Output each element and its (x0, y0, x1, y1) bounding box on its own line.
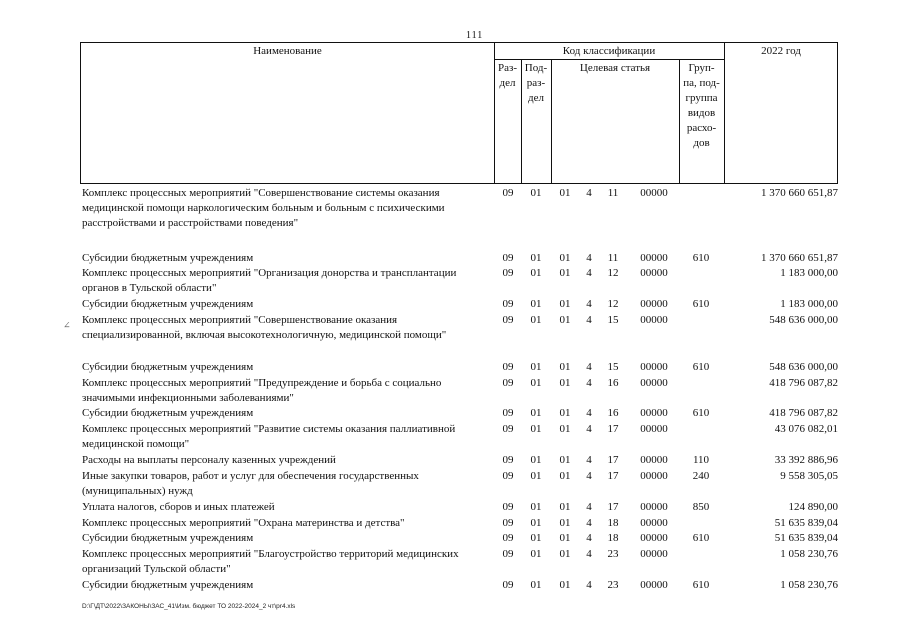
header-divider (551, 59, 552, 183)
cell-name: Субсидии бюджетным учреждениям (82, 361, 254, 373)
cell-expense-type: 610 (692, 532, 710, 544)
header-razdel-line: Раз- (497, 62, 517, 74)
cell-target-type: 4 (586, 454, 592, 466)
cell-target-program: 01 (559, 501, 571, 513)
cell-target-type: 4 (586, 361, 592, 373)
header-razdel (494, 61, 521, 91)
cell-target-program: 01 (559, 532, 571, 544)
cell-podrazdel: 01 (530, 314, 542, 326)
cell-podrazdel: 01 (530, 548, 542, 560)
cell-amount: 9 558 305,05 (780, 470, 838, 482)
cell-amount: 43 076 082,01 (774, 423, 838, 435)
cell-target-group: 11 (607, 252, 619, 264)
cell-target-program: 01 (559, 407, 571, 419)
cell-target-program: 01 (559, 377, 571, 389)
cell-razdel: 09 (502, 252, 514, 264)
cell-target-direction: 00000 (640, 579, 668, 591)
cell-amount: 1 370 660 651,87 (761, 187, 838, 199)
cell-podrazdel: 01 (530, 532, 542, 544)
cell-amount: 1 183 000,00 (780, 298, 838, 310)
cell-target-type: 4 (586, 267, 592, 279)
cell-expense-type: 610 (692, 407, 710, 419)
header-podrazdel-line: дел (528, 92, 544, 104)
cell-amount: 124 890,00 (788, 501, 838, 513)
cell-target-group: 18 (607, 532, 619, 544)
cell-name: Расходы на выплаты персоналу казенных учреждений (82, 454, 336, 466)
cell-razdel: 09 (502, 532, 514, 544)
cell-target-program: 01 (559, 267, 571, 279)
cell-razdel: 09 (502, 361, 514, 373)
cell-amount: 1 370 660 651,87 (761, 252, 838, 264)
cell-expense-type: 610 (692, 361, 710, 373)
cell-name: Уплата налогов, сборов и иных платежей (82, 501, 275, 513)
cell-podrazdel: 01 (530, 501, 542, 513)
cell-target-direction: 00000 (640, 187, 668, 199)
cell-target-direction: 00000 (640, 501, 668, 513)
header-podrazdel-line: раз- (526, 77, 546, 89)
cell-razdel: 09 (502, 407, 514, 419)
footer-path: D:\Г\ДТ\2022\ЗАКОНЫ\ЗАС_41\Изм. бюджет ТО 2022-2024_2 чт\pr4.xls (82, 603, 296, 610)
cell-target-direction: 00000 (640, 517, 668, 529)
cell-target-direction: 00000 (640, 470, 668, 482)
cell-target-program: 01 (559, 517, 571, 529)
cell-target-program: 01 (559, 470, 571, 482)
cell-amount: 418 796 087,82 (769, 377, 838, 389)
margin-mark: ∠ (63, 320, 71, 330)
cell-target-direction: 00000 (640, 267, 668, 279)
cell-target-group: 15 (607, 314, 619, 326)
header-group (679, 61, 724, 151)
cell-podrazdel: 01 (530, 407, 542, 419)
cell-target-direction: 00000 (640, 532, 668, 544)
cell-target-program: 01 (559, 548, 571, 560)
cell-target-direction: 00000 (640, 377, 668, 389)
cell-name: Комплекс процессных мероприятий "Совершенствование системы оказания медицинской помощи наркологическим больным и больным с психическими расстройствами и расстройствами поведения" (82, 187, 445, 229)
cell-target-group: 11 (607, 187, 619, 199)
cell-amount: 33 392 886,96 (774, 454, 838, 466)
cell-target-type: 4 (586, 298, 592, 310)
cell-target-type: 4 (586, 548, 592, 560)
cell-name: Комплекс процессных мероприятий "Благоустройство территорий медицинских организаций Тульской области" (82, 548, 459, 575)
cell-name: Субсидии бюджетным учреждениям (82, 252, 254, 264)
cell-razdel: 09 (502, 187, 514, 199)
cell-razdel: 09 (502, 454, 514, 466)
cell-target-group: 15 (607, 361, 619, 373)
cell-expense-type: 240 (692, 470, 710, 482)
cell-target-group: 12 (607, 267, 619, 279)
cell-target-direction: 00000 (640, 298, 668, 310)
cell-razdel: 09 (502, 470, 514, 482)
cell-target-direction: 00000 (640, 548, 668, 560)
table-header (80, 42, 838, 184)
cell-target-direction: 00000 (640, 454, 668, 466)
cell-target-type: 4 (586, 579, 592, 591)
cell-razdel: 09 (502, 267, 514, 279)
cell-expense-type: 610 (692, 298, 710, 310)
cell-name: Субсидии бюджетным учреждениям (82, 298, 254, 310)
cell-razdel: 09 (502, 298, 514, 310)
cell-target-program: 01 (559, 187, 571, 199)
cell-target-program: 01 (559, 423, 571, 435)
header-group-line: па, под- (683, 77, 720, 89)
cell-name: Субсидии бюджетным учреждениям (82, 407, 254, 419)
header-target: Целевая статья (579, 62, 651, 74)
cell-target-group: 18 (607, 517, 619, 529)
cell-podrazdel: 01 (530, 454, 542, 466)
header-group-line: дов (693, 137, 710, 149)
cell-target-type: 4 (586, 501, 592, 513)
cell-razdel: 09 (502, 423, 514, 435)
cell-razdel: 09 (502, 377, 514, 389)
cell-target-program: 01 (559, 361, 571, 373)
cell-expense-type: 610 (692, 252, 710, 264)
header-podrazdel (521, 61, 551, 106)
cell-name: Комплекс процессных мероприятий "Развитие системы оказания паллиативной медицинской помощи" (82, 423, 456, 450)
cell-podrazdel: 01 (530, 579, 542, 591)
cell-podrazdel: 01 (530, 267, 542, 279)
cell-name: Субсидии бюджетным учреждениям (82, 532, 254, 544)
cell-name: Иные закупки товаров, работ и услуг для обеспечения государственных (муниципальных) нужд (82, 470, 419, 497)
cell-razdel: 09 (502, 501, 514, 513)
header-group-line: группа (685, 92, 718, 104)
cell-podrazdel: 01 (530, 517, 542, 529)
cell-target-group: 12 (607, 298, 619, 310)
cell-target-program: 01 (559, 298, 571, 310)
header-code: Код классификации (562, 45, 656, 57)
cell-target-group: 17 (607, 423, 619, 435)
cell-amount: 51 635 839,04 (774, 532, 838, 544)
cell-target-type: 4 (586, 252, 592, 264)
cell-target-group: 17 (607, 454, 619, 466)
cell-target-type: 4 (586, 517, 592, 529)
cell-podrazdel: 01 (530, 377, 542, 389)
cell-podrazdel: 01 (530, 423, 542, 435)
cell-target-program: 01 (559, 579, 571, 591)
cell-target-direction: 00000 (640, 407, 668, 419)
header-name: Наименование (253, 45, 322, 57)
cell-target-group: 16 (607, 377, 619, 389)
cell-razdel: 09 (502, 314, 514, 326)
cell-target-type: 4 (586, 377, 592, 389)
header-group-line: Груп- (688, 62, 715, 74)
cell-expense-type: 850 (692, 501, 710, 513)
page-number: 111 (466, 30, 484, 41)
cell-target-group: 17 (607, 470, 619, 482)
header-divider (724, 43, 725, 183)
cell-target-group: 23 (607, 548, 619, 560)
cell-expense-type: 610 (692, 579, 710, 591)
cell-podrazdel: 01 (530, 252, 542, 264)
cell-target-program: 01 (559, 252, 571, 264)
cell-target-direction: 00000 (640, 252, 668, 264)
cell-target-direction: 00000 (640, 314, 668, 326)
cell-amount: 548 636 000,00 (769, 361, 838, 373)
header-razdel-line: дел (499, 77, 516, 89)
cell-podrazdel: 01 (530, 298, 542, 310)
cell-amount: 1 058 230,76 (780, 579, 838, 591)
cell-name: Комплекс процессных мероприятий "Охрана материнства и детства" (82, 517, 405, 529)
cell-expense-type: 110 (692, 454, 710, 466)
cell-target-direction: 00000 (640, 361, 668, 373)
cell-podrazdel: 01 (530, 470, 542, 482)
cell-target-type: 4 (586, 187, 592, 199)
cell-target-program: 01 (559, 454, 571, 466)
cell-razdel: 09 (502, 579, 514, 591)
cell-target-type: 4 (586, 407, 592, 419)
header-group-line: видов (687, 107, 716, 119)
cell-target-group: 23 (607, 579, 619, 591)
cell-target-type: 4 (586, 423, 592, 435)
cell-target-type: 4 (586, 532, 592, 544)
cell-name: Субсидии бюджетным учреждениям (82, 579, 254, 591)
cell-amount: 418 796 087,82 (769, 407, 838, 419)
cell-target-program: 01 (559, 314, 571, 326)
header-year: 2022 год (761, 45, 801, 57)
cell-razdel: 09 (502, 548, 514, 560)
cell-target-type: 4 (586, 470, 592, 482)
cell-target-group: 16 (607, 407, 619, 419)
cell-amount: 548 636 000,00 (769, 314, 838, 326)
cell-target-group: 17 (607, 501, 619, 513)
cell-name: Комплекс процессных мероприятий "Предупреждение и борьба с социально значимыми инфекционными заболеваниями" (82, 377, 442, 404)
cell-target-direction: 00000 (640, 423, 668, 435)
cell-target-type: 4 (586, 314, 592, 326)
cell-podrazdel: 01 (530, 361, 542, 373)
cell-amount: 51 635 839,04 (774, 517, 838, 529)
cell-name: Комплекс процессных мероприятий "Организация донорства и трансплантации органов в Тульской области" (82, 267, 457, 294)
cell-name: Комплекс процессных мероприятий "Совершенствование оказания специализированной, включая высокотехнологичную, медицинской помощи" (82, 314, 447, 341)
cell-razdel: 09 (502, 517, 514, 529)
header-divider (494, 59, 724, 60)
cell-podrazdel: 01 (530, 187, 542, 199)
cell-amount: 1 183 000,00 (780, 267, 838, 279)
header-podrazdel-line: Под- (524, 62, 548, 74)
cell-amount: 1 058 230,76 (780, 548, 838, 560)
header-group-line: расхо- (686, 122, 717, 134)
